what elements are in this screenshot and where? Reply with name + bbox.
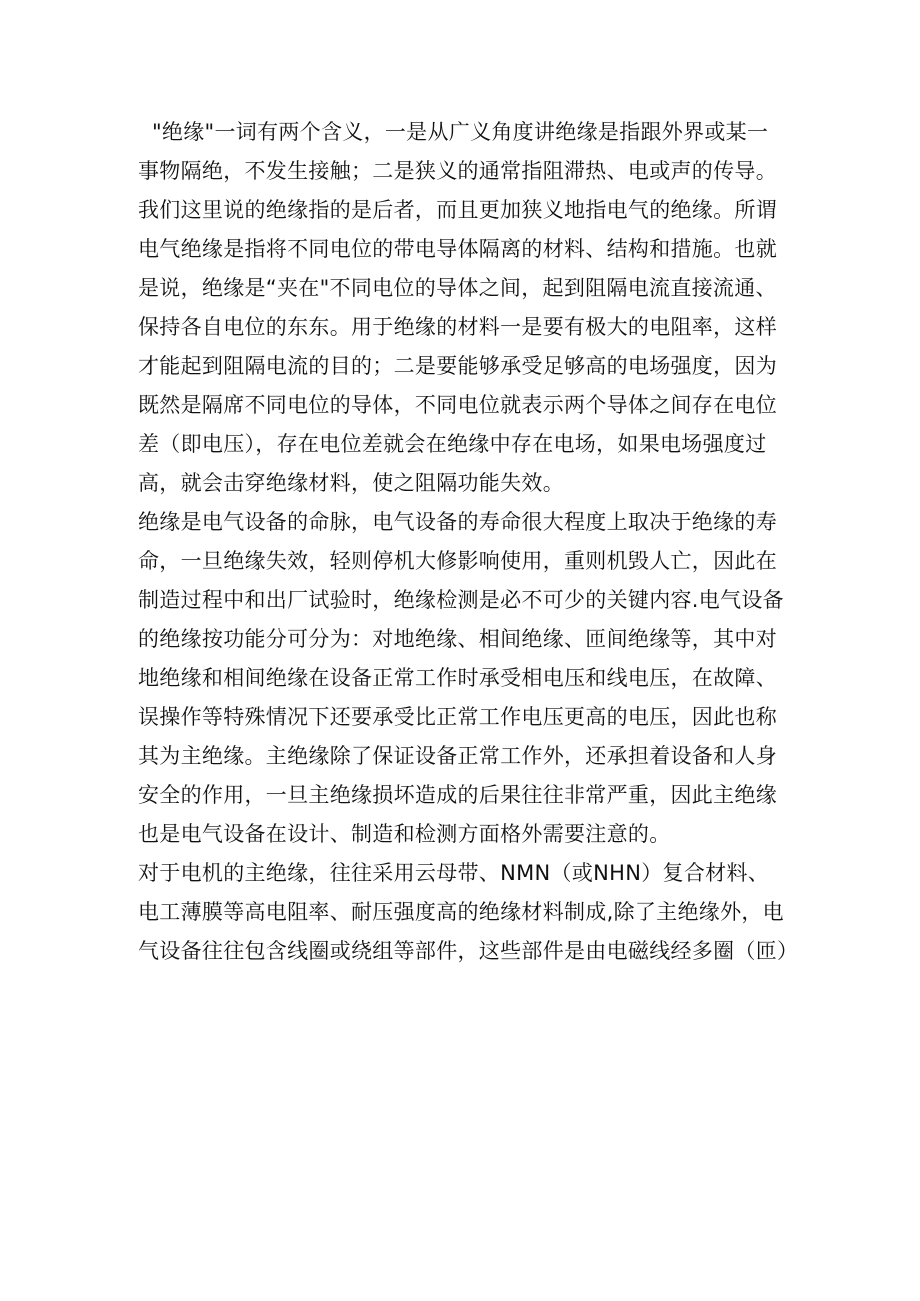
text-line: 电工薄膜等高电阻率、耐压强度高的绝缘材料制成,除了主绝缘外，电: [138, 900, 784, 924]
text-line: 差（即电压），存在电位差就会在绝缘中存在电场，如果电场强度过: [138, 432, 767, 456]
text-line: 我们这里说的绝缘指的是后者，而且更加狭义地指电气的绝缘。所谓: [138, 198, 777, 222]
text-line: 也是电气设备在设计、制造和检测方面格外需要注意的。: [138, 822, 671, 846]
text-line: 误操作等特殊情况下还要承受比正常工作电压更高的电压，因此也称: [138, 705, 777, 729]
text-line: 地绝缘和相间绝缘在设备正常工作时承受相电压和线电压，在故障、: [138, 666, 777, 690]
text-line: 高，就会击穿绝缘材料，使之阻隔功能失效。: [138, 471, 564, 495]
text-line: 安全的作用，一旦主绝缘损坏造成的后果往往非常严重，因此主绝缘: [138, 783, 777, 807]
text-line: 绝缘是电气设备的命脉，电气设备的寿命很大程度上取决于绝缘的寿: [138, 510, 777, 534]
text-line: 电气绝缘是指将不同电位的带电导体隔离的材料、结构和措施。也就: [138, 237, 777, 261]
text-line: 命，一旦绝缘失效，轻则停机大修影响使用，重则机毁人亡，因此在: [138, 549, 777, 573]
text-line: "绝缘"一词有两个含义，一是从广义角度讲绝缘是指跟外界或某一: [138, 120, 769, 144]
document-body: [138, 113, 799, 971]
text-line: 保持各自电位的东东。用于绝缘的材料一是要有极大的电阻率，这样: [138, 315, 777, 339]
text-line: 事物隔绝，不发生接触；二是狭义的通常指阻滞热、电或声的传导。: [138, 159, 777, 183]
text-line: 的绝缘按功能分可分为：对地绝缘、相间绝缘、匝间绝缘等，其中对: [138, 627, 777, 651]
text-line: 对于电机的主绝缘，往往采用云母带、NMN（或NHN）复合材料、: [138, 861, 770, 885]
text-line: 才能起到阻隔电流的目的；二是要能够承受足够高的电场强度，因为: [138, 354, 777, 378]
text-line: 既然是隔席不同电位的导体，不同电位就表示两个导体之间存在电位: [138, 393, 777, 417]
text-line: 其为主绝缘。主绝缘除了保证设备正常工作外，还承担着设备和人身: [138, 744, 777, 768]
text-line: 气设备往往包含线圈或绕组等部件，这些部件是由电磁线经多圈（匝）: [138, 939, 799, 963]
text-line: 是说，绝缘是“夹在"不同电位的导体之间，起到阻隔电流直接流通、: [138, 276, 777, 300]
text-line: 制造过程中和出厂试验时，绝缘检测是必不可少的关键内容.电气设备: [138, 588, 784, 612]
